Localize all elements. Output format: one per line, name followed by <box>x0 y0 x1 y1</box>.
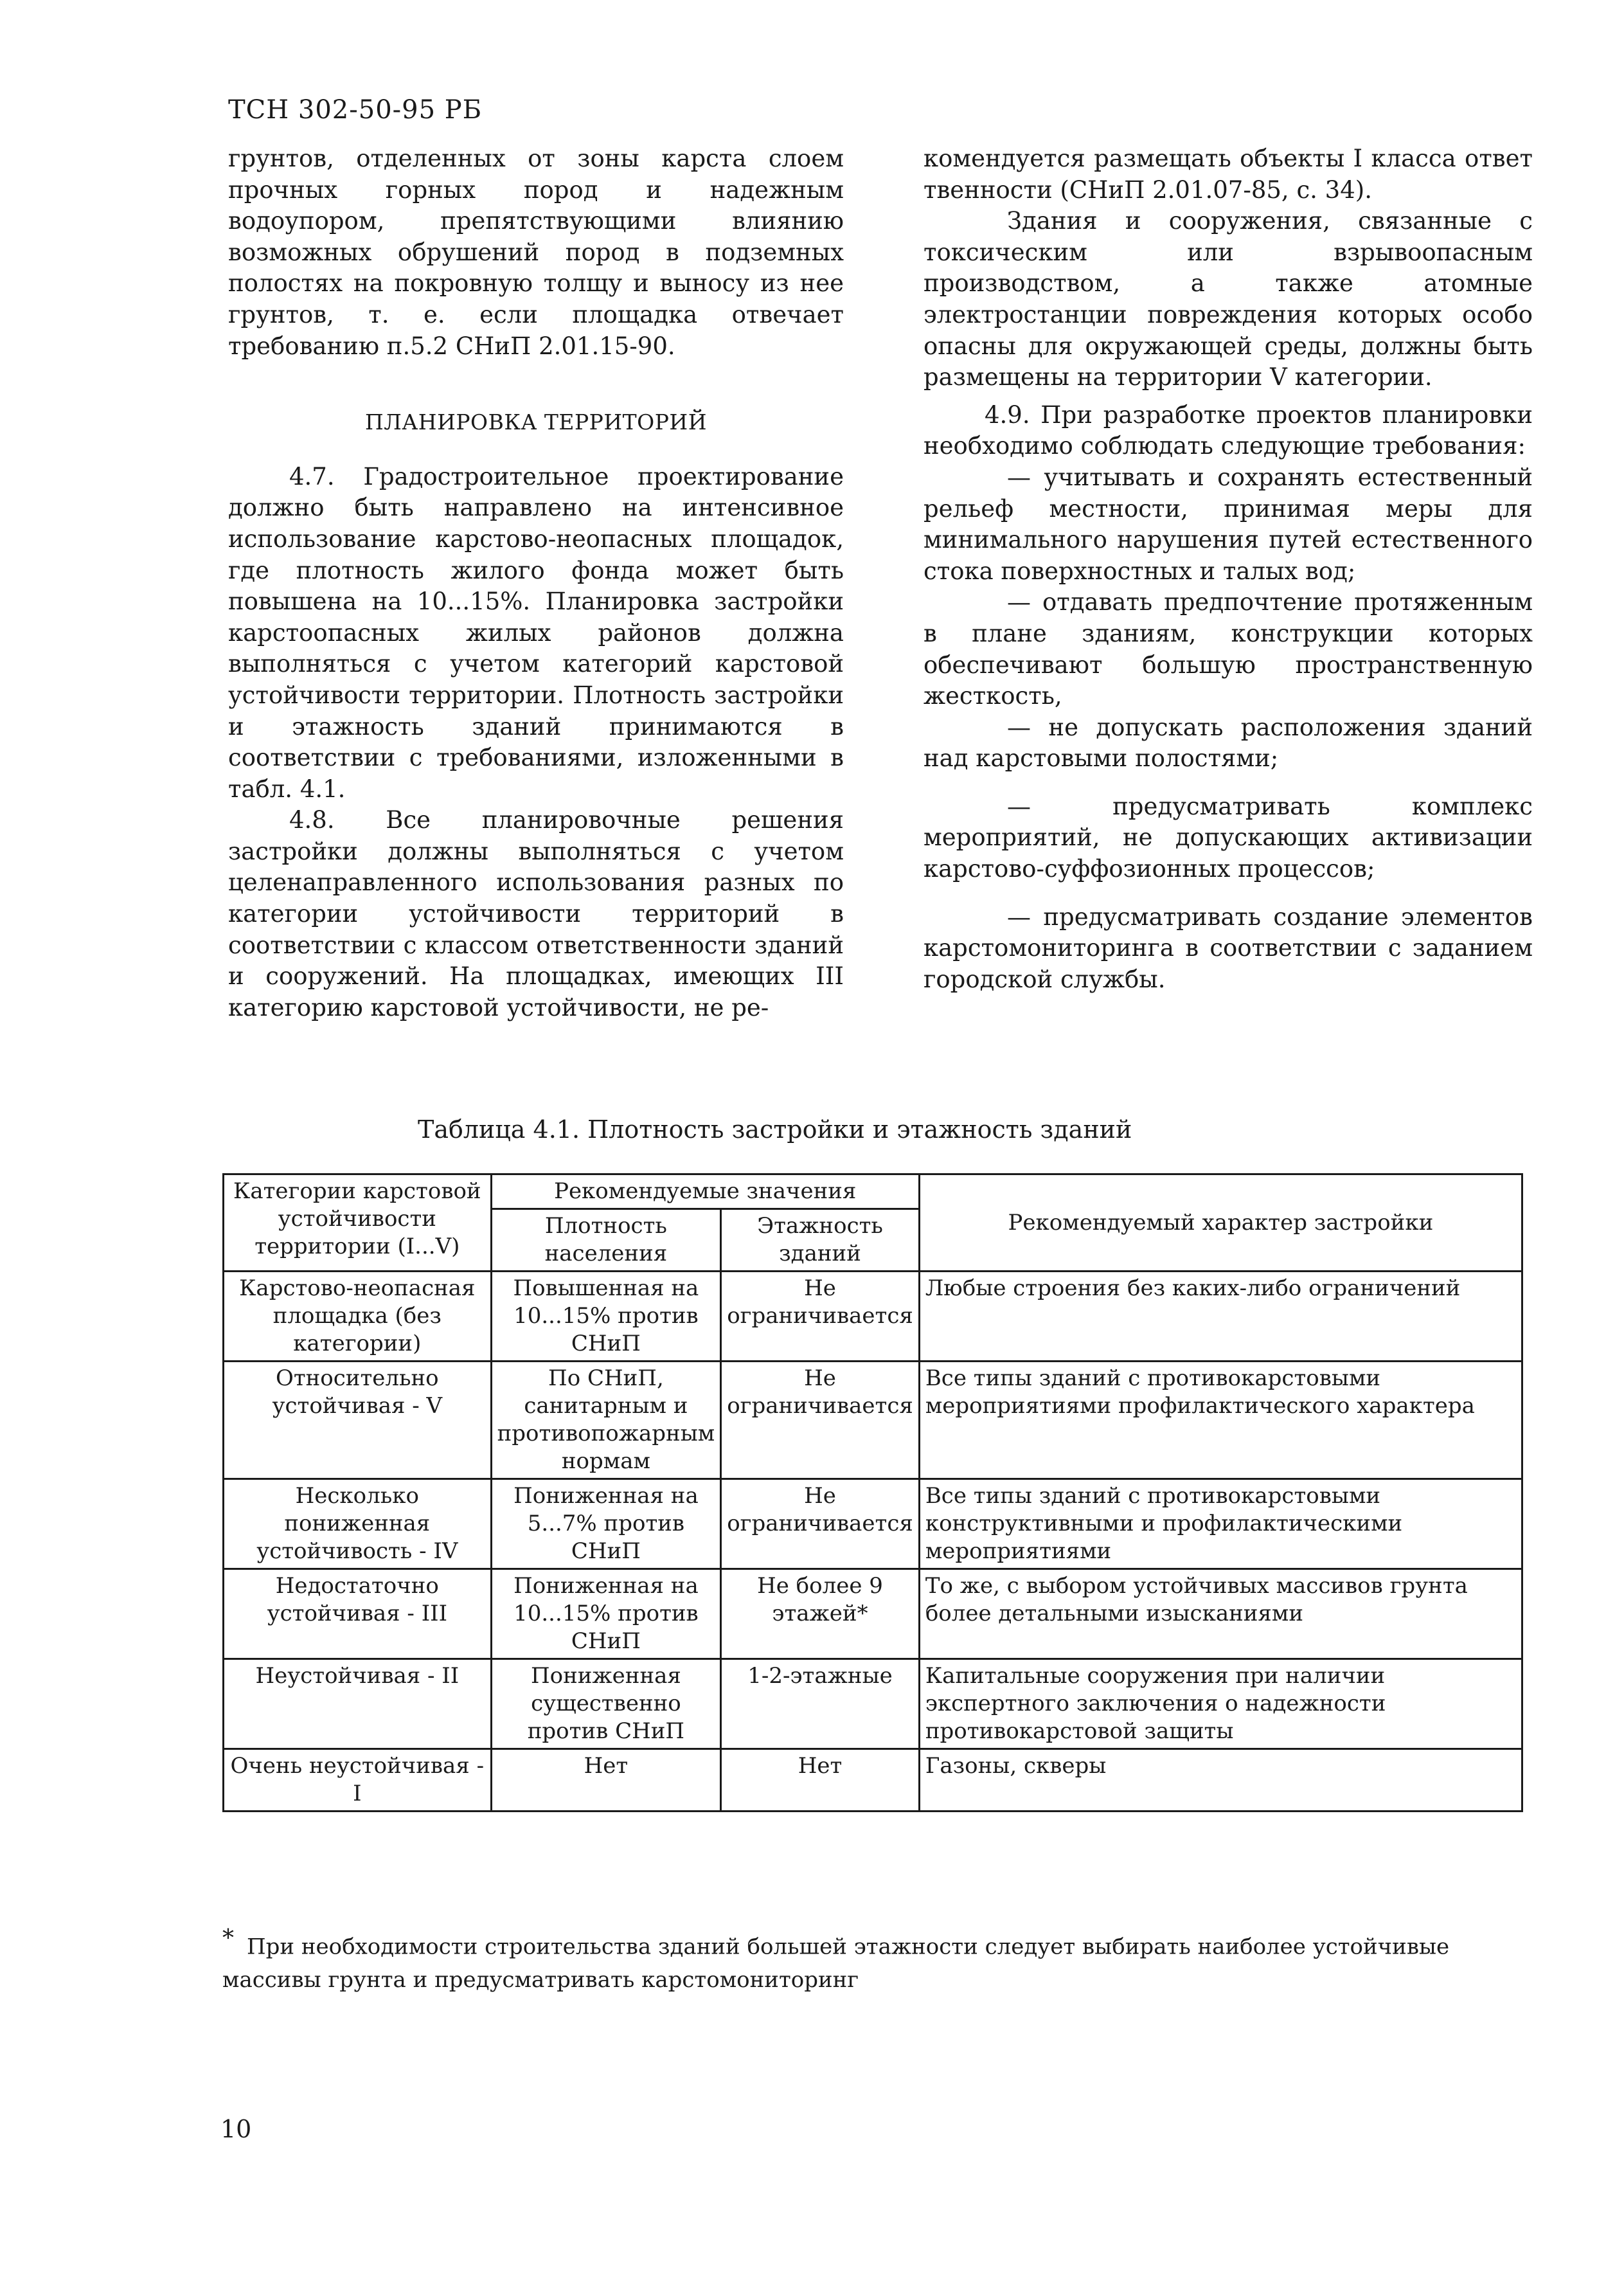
cell-character: Капитальные сооружения при наличии экспертного заключения о надежности противокарстовой защиты <box>919 1659 1522 1749</box>
density-table <box>222 1173 1523 1812</box>
requirement-item: — предусматривать создание элементов карстомониторинга в соответствии с заданием городской службы. <box>924 903 1533 993</box>
cell-density: Пониженная существенно против СНиП <box>491 1659 721 1749</box>
requirement-item: — отдавать предпочтение протяженным в плане зданиям, конструкции которых обеспечивают большую пространственную жесткость, <box>924 588 1533 710</box>
cell-category: Несколько пониженная устойчивость - IV <box>224 1479 492 1569</box>
table-row <box>224 1569 1522 1659</box>
cell-floors: Не ограничивается <box>721 1362 920 1479</box>
cell-category: Неустойчивая - II <box>224 1659 492 1749</box>
paragraph-continuation: грунтов, отделенных от зоны карста слоем прочных горных пород и надежным водоупором, препятствующими влиянию возможных обрушений пород в подземных полостях на покровную толщу и выносу из нее грунтов, т. е. если площадка отвечает требованию п.5.2 СНиП 2.01.15-90. <box>228 145 844 360</box>
footnote-marker: * <box>222 1925 234 1952</box>
requirement-item: — предусматривать комплекс мероприятий, не допускающих активизации карстово-суффозионных процессов; <box>924 792 1533 883</box>
cell-category: Карстово-неопасная площадка (без категории) <box>224 1272 492 1362</box>
paragraph-4-7: 4.7. Градостроительное проектирование должно быть направлено на интенсивное использование карстово-неопасных площадок, где плотность жилого фонда может быть повышена на 10...15%. Планировка застройки карстоопасных жилых районов должна выполняться с учетом категорий карстовой устойчивости территории. Плотность застройки и этажность зданий принимаются в соответствии с требованиями, изложенными в табл. 4.1. <box>228 462 844 803</box>
right-column <box>924 143 1533 995</box>
cell-floors: 1-2-этажные <box>721 1659 920 1749</box>
cell-character: Газоны, скверы <box>919 1749 1522 1812</box>
cell-category: Очень неустойчивая - I <box>224 1749 492 1812</box>
cell-density: Повышенная на 10...15% против СНиП <box>491 1272 721 1362</box>
requirement-item: — не допускать расположения зданий над карстовыми полостями; <box>924 713 1533 773</box>
paragraph-buildings: Здания и сооружения, связанные с токсическим или взрывоопасным производством, а также атомные электростанции повреждения которых особо опасны для окружающей среды, должны быть размещены на территории V категории. <box>924 207 1533 391</box>
paragraph-continuation-right: комендуется размещать объекты I класса ответ твенности (СНиП 2.01.07-85, с. 34). <box>924 145 1533 204</box>
header-density: Плотность населения <box>491 1209 721 1272</box>
left-column <box>228 143 844 1023</box>
cell-floors: Не ограничивается <box>721 1479 920 1569</box>
cell-floors: Нет <box>721 1749 920 1812</box>
header-recommended: Рекомендуемые значения <box>491 1174 919 1209</box>
cell-density: По СНиП, санитарным и противопожарным нормам <box>491 1362 721 1479</box>
requirement-item: — учитывать и сохранять естественный рельеф местности, принимая меры для минимального нарушения путей естественного стока поверхностных и талых вод; <box>924 463 1533 585</box>
section-heading: ПЛАНИРОВКА ТЕРРИТОРИЙ <box>364 409 707 435</box>
document-header: ТСН 302-50-95 РБ <box>228 95 483 125</box>
footnote <box>222 1922 1527 1997</box>
cell-floors: Не более 9 этажей* <box>721 1569 920 1659</box>
table-header-row <box>224 1174 1522 1209</box>
footnote-text: При необходимости строительства зданий большей этажности следует выбирать наиболее устойчивые массивы грунта и предусматривать карстомониторинг <box>222 1934 1450 1993</box>
cell-density: Пониженная на 5...7% против СНиП <box>491 1479 721 1569</box>
table-row <box>224 1479 1522 1569</box>
cell-category: Относительно устойчивая - V <box>224 1362 492 1479</box>
table-row <box>224 1362 1522 1479</box>
cell-character: Любые строения без каких-либо ограничений <box>919 1272 1522 1362</box>
header-character: Рекомендуемый характер застройки <box>919 1174 1522 1272</box>
cell-character: То же, с выбором устойчивых массивов грунта более детальными изысканиями <box>919 1569 1522 1659</box>
table-row <box>224 1749 1522 1812</box>
cell-density: Нет <box>491 1749 721 1812</box>
header-floors: Этажность зданий <box>721 1209 920 1272</box>
header-category: Категории карстовой устойчивости территории (I...V) <box>224 1174 492 1272</box>
cell-floors: Не ограничивается <box>721 1272 920 1362</box>
paragraph-4-8: 4.8. Все планировочные решения застройки должны выполняться с учетом целенаправленного использования разных по категории устойчивости территорий в соответствии с классом ответственности зданий и сооружений. На площадках, имеющих III категорию карстовой устойчивости, не ре- <box>228 806 844 1021</box>
paragraph-4-9: 4.9. При разработке проектов планировки необходимо соблюдать следующие требования: <box>924 400 1533 460</box>
cell-character: Все типы зданий с противокарстовыми конструктивными и профилактическими мероприятиями <box>919 1479 1522 1569</box>
table-row <box>224 1659 1522 1749</box>
page-number: 10 <box>220 2115 252 2143</box>
table-title: Таблица 4.1. Плотность застройки и этажность зданий <box>418 1115 1132 1144</box>
cell-density: Пониженная на 10...15% против СНиП <box>491 1569 721 1659</box>
cell-category: Недостаточно устойчивая - III <box>224 1569 492 1659</box>
table-row <box>224 1272 1522 1362</box>
cell-character: Все типы зданий с противокарстовыми мероприятиями профилактического характера <box>919 1362 1522 1479</box>
